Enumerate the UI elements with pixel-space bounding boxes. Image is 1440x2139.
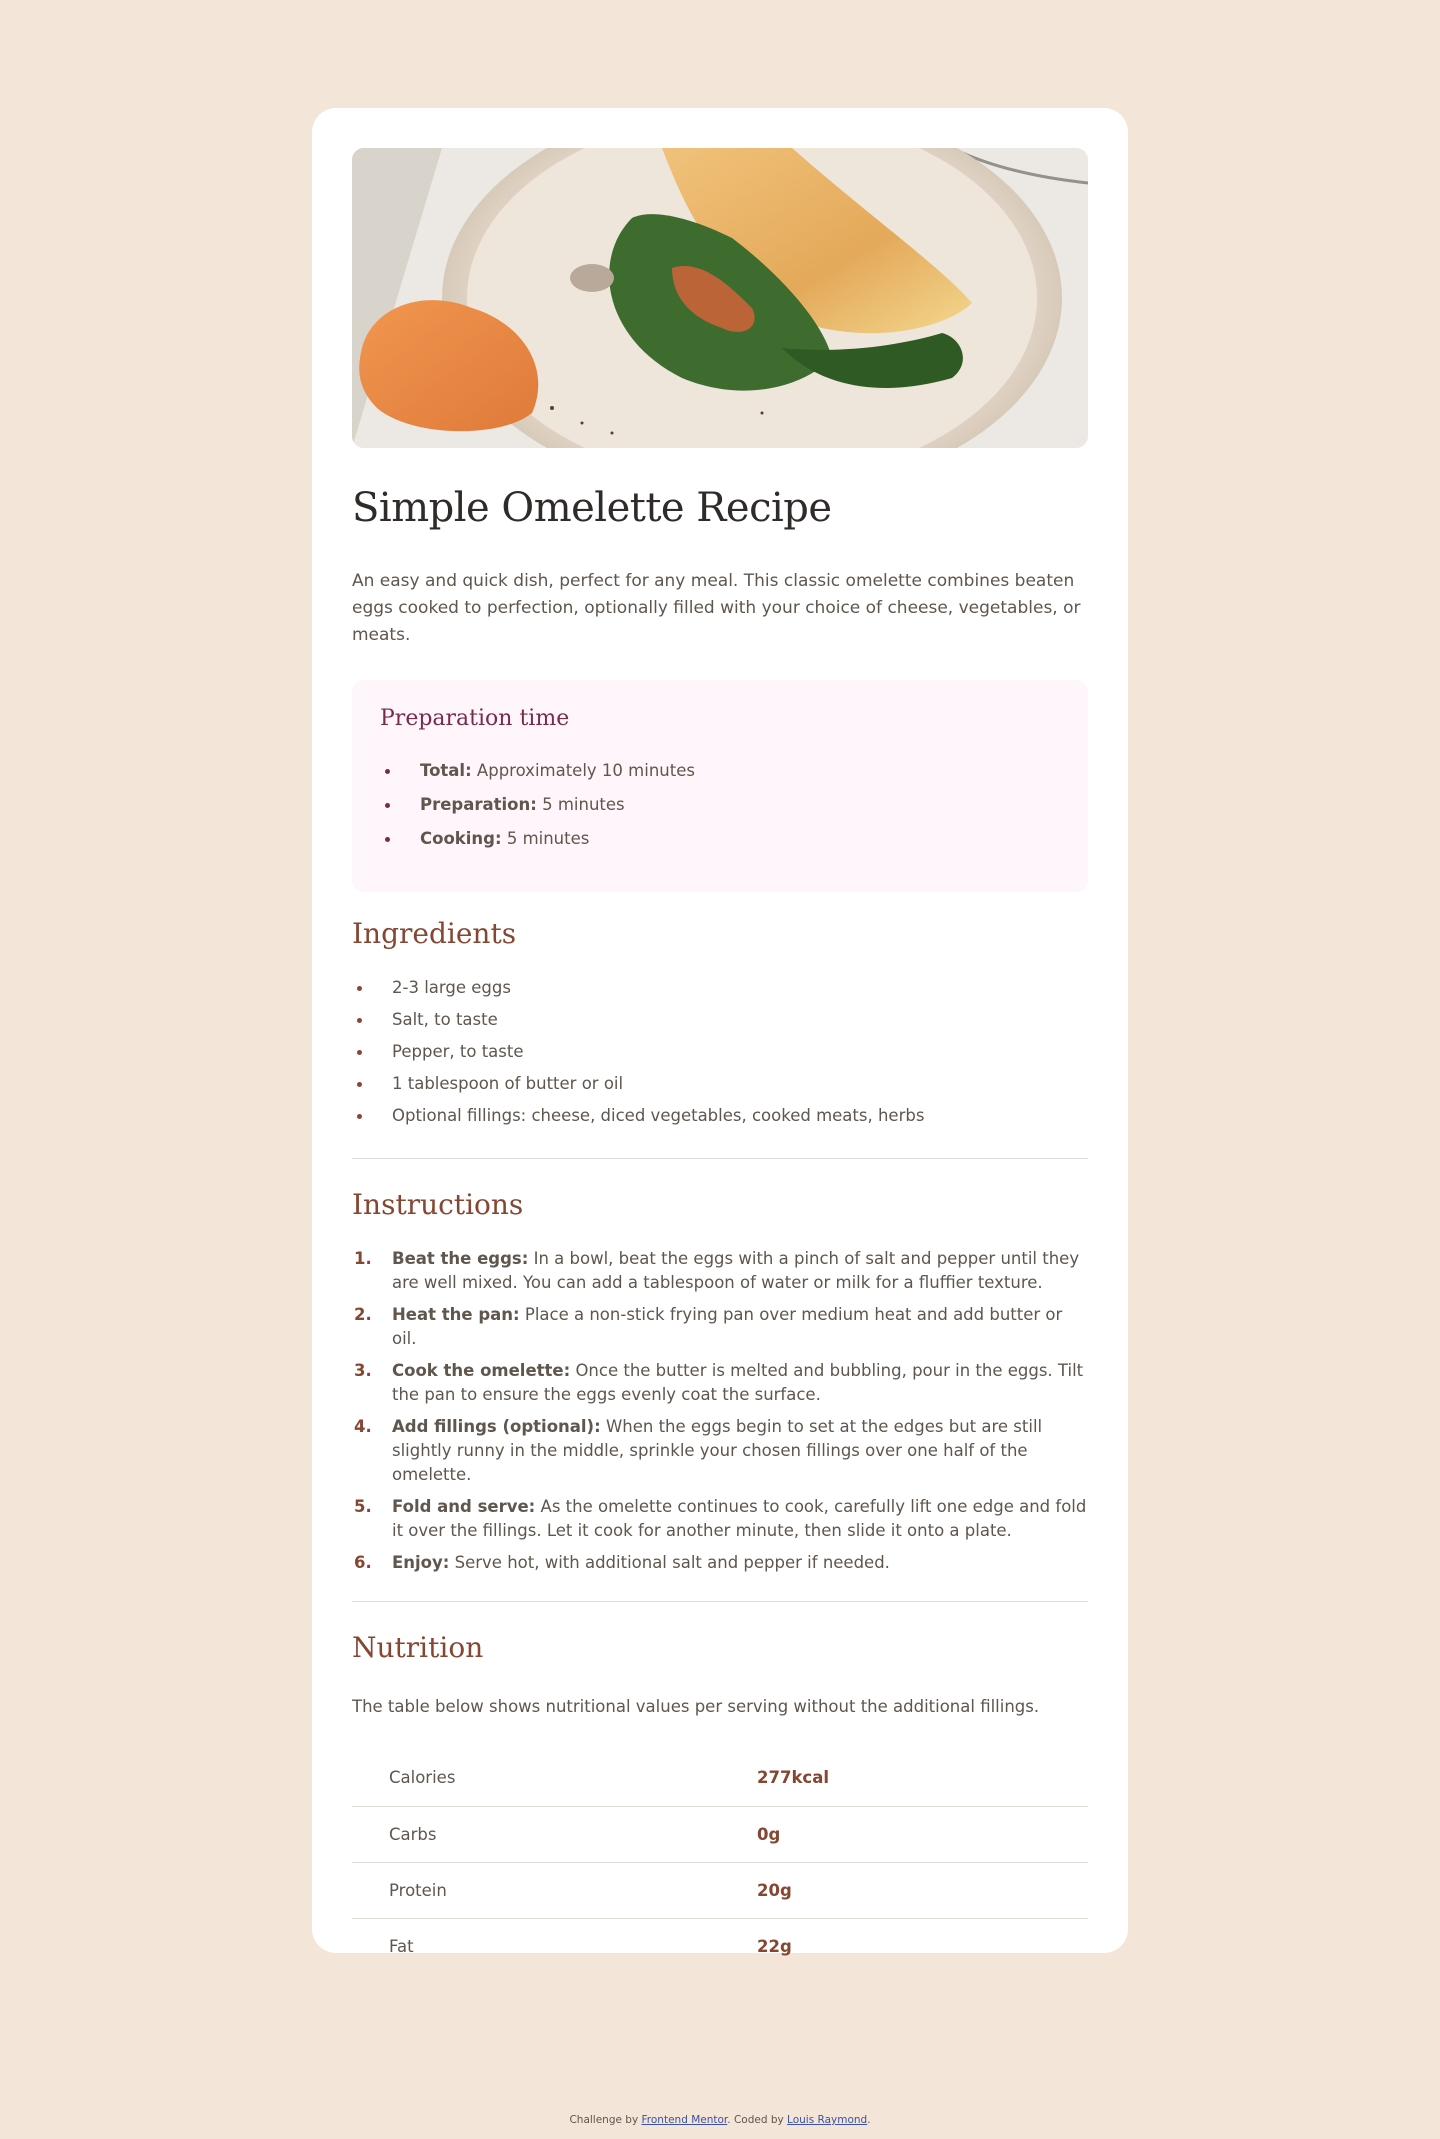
nutrient-value: 20g: [757, 1862, 1088, 1918]
table-row: [352, 1918, 1088, 1974]
step-number: 6.: [354, 1553, 372, 1572]
step-label: Cook the omelette:: [392, 1361, 571, 1380]
step-text: Serve hot, with additional salt and pepper if needed.: [449, 1553, 890, 1572]
table-row: [352, 1750, 1088, 1806]
author-link[interactable]: Louis Raymond: [787, 2114, 868, 2126]
footer-suffix: .: [867, 2114, 871, 2126]
step-text: When the eggs begin to set at the edges but are still slightly runny in the middle, sprinkle your chosen fillings over one half of the omelette.: [392, 1417, 1043, 1484]
nutrient-label: Protein: [352, 1862, 757, 1918]
nutrient-value: 22g: [757, 1936, 792, 1956]
omelette-photo: [352, 148, 1088, 448]
recipe-image: [352, 148, 1088, 448]
nutrition-table: [352, 1750, 1088, 1974]
ingredient-item: 2-3 large eggs: [352, 972, 1088, 1004]
step-number: 4.: [354, 1417, 372, 1436]
nutrient-label: Carbs: [352, 1806, 757, 1862]
step-number: 5.: [354, 1497, 372, 1516]
preparation-heading: Preparation time: [380, 706, 570, 731]
step-label: Add fillings (optional):: [392, 1417, 601, 1436]
preparation-value: 5 minutes: [536, 795, 625, 814]
preparation-list: [380, 754, 1060, 856]
instruction-step: [352, 1551, 1088, 1575]
recipe-title: Simple Omelette Recipe: [352, 485, 832, 531]
nutrition-section: [352, 1630, 1088, 1974]
recipe-card: [312, 108, 1128, 1956]
ingredients-heading: Ingredients: [352, 917, 517, 950]
ingredient-item: Salt, to taste: [352, 1004, 1088, 1036]
step-text: In a bowl, beat the eggs with a pinch of salt and pepper until they are well mixed. You can add a tablespoon of water or milk for a fluffier texture.: [392, 1249, 1080, 1292]
preparation-time-box: [352, 680, 1088, 892]
table-row: [352, 1862, 1088, 1918]
step-number: 1.: [354, 1249, 372, 1268]
instruction-step: [352, 1247, 1088, 1295]
frontend-mentor-link[interactable]: Frontend Mentor: [641, 2114, 728, 2126]
nutrition-heading: Nutrition: [352, 1631, 484, 1664]
nutrient-label: Fat: [389, 1936, 414, 1956]
preparation-item-cooking: [380, 822, 1060, 856]
instructions-list: [352, 1247, 1088, 1575]
section-divider: [352, 1601, 1088, 1602]
preparation-item-total: [380, 754, 1060, 788]
nutrient-value: 0g: [757, 1806, 1088, 1862]
section-divider: [352, 1158, 1088, 1159]
ingredients-list: [352, 972, 1088, 1132]
step-label: Heat the pan:: [392, 1305, 520, 1324]
preparation-value: 5 minutes: [501, 829, 590, 848]
ingredient-item: Pepper, to taste: [352, 1036, 1088, 1068]
instructions-heading: Instructions: [352, 1188, 524, 1221]
instructions-section: [352, 1187, 1088, 1575]
table-row: [352, 1806, 1088, 1862]
step-label: Fold and serve:: [392, 1497, 536, 1516]
ingredient-item: 1 tablespoon of butter or oil: [352, 1068, 1088, 1100]
ingredients-section: [352, 916, 1088, 1132]
preparation-label: Total:: [420, 761, 472, 780]
step-label: Enjoy:: [392, 1553, 450, 1572]
preparation-value: Approximately 10 minutes: [471, 761, 695, 780]
step-label: Beat the eggs:: [392, 1249, 529, 1268]
footer-prefix: Challenge by: [569, 2114, 642, 2126]
step-text: Place a non-stick frying pan over medium heat and add butter or oil.: [392, 1305, 1063, 1348]
attribution-footer: [0, 2114, 1440, 2126]
step-text: As the omelette continues to cook, carefully lift one edge and fold it over the fillings. Let it cook for another minute, then slide it onto a plate.: [392, 1497, 1087, 1540]
instruction-step: [352, 1359, 1088, 1407]
preparation-label: Cooking:: [420, 829, 502, 848]
step-number: 3.: [354, 1361, 372, 1380]
step-text: Once the butter is melted and bubbling, pour in the eggs. Tilt the pan to ensure the eggs evenly coat the surface.: [392, 1361, 1084, 1404]
instruction-step: [352, 1303, 1088, 1351]
preparation-item-prep: [380, 788, 1060, 822]
nutrient-label: Calories: [352, 1750, 757, 1806]
instruction-step: [352, 1415, 1088, 1487]
instruction-step: [352, 1495, 1088, 1543]
step-number: 2.: [354, 1305, 372, 1324]
nutrition-intro: The table below shows nutritional values per serving without the additional fillings.: [352, 1697, 1040, 1716]
nutrient-value: 277kcal: [757, 1750, 1088, 1806]
ingredient-item: Optional fillings: cheese, diced vegetables, cooked meats, herbs: [352, 1100, 1088, 1132]
recipe-intro: An easy and quick dish, perfect for any meal. This classic omelette combines beaten eggs cooked to perfection, optionally filled with your choice of cheese, vegetables, or meats.: [352, 571, 1081, 645]
footer-middle: . Coded by: [727, 2114, 788, 2126]
preparation-label: Preparation:: [420, 795, 537, 814]
